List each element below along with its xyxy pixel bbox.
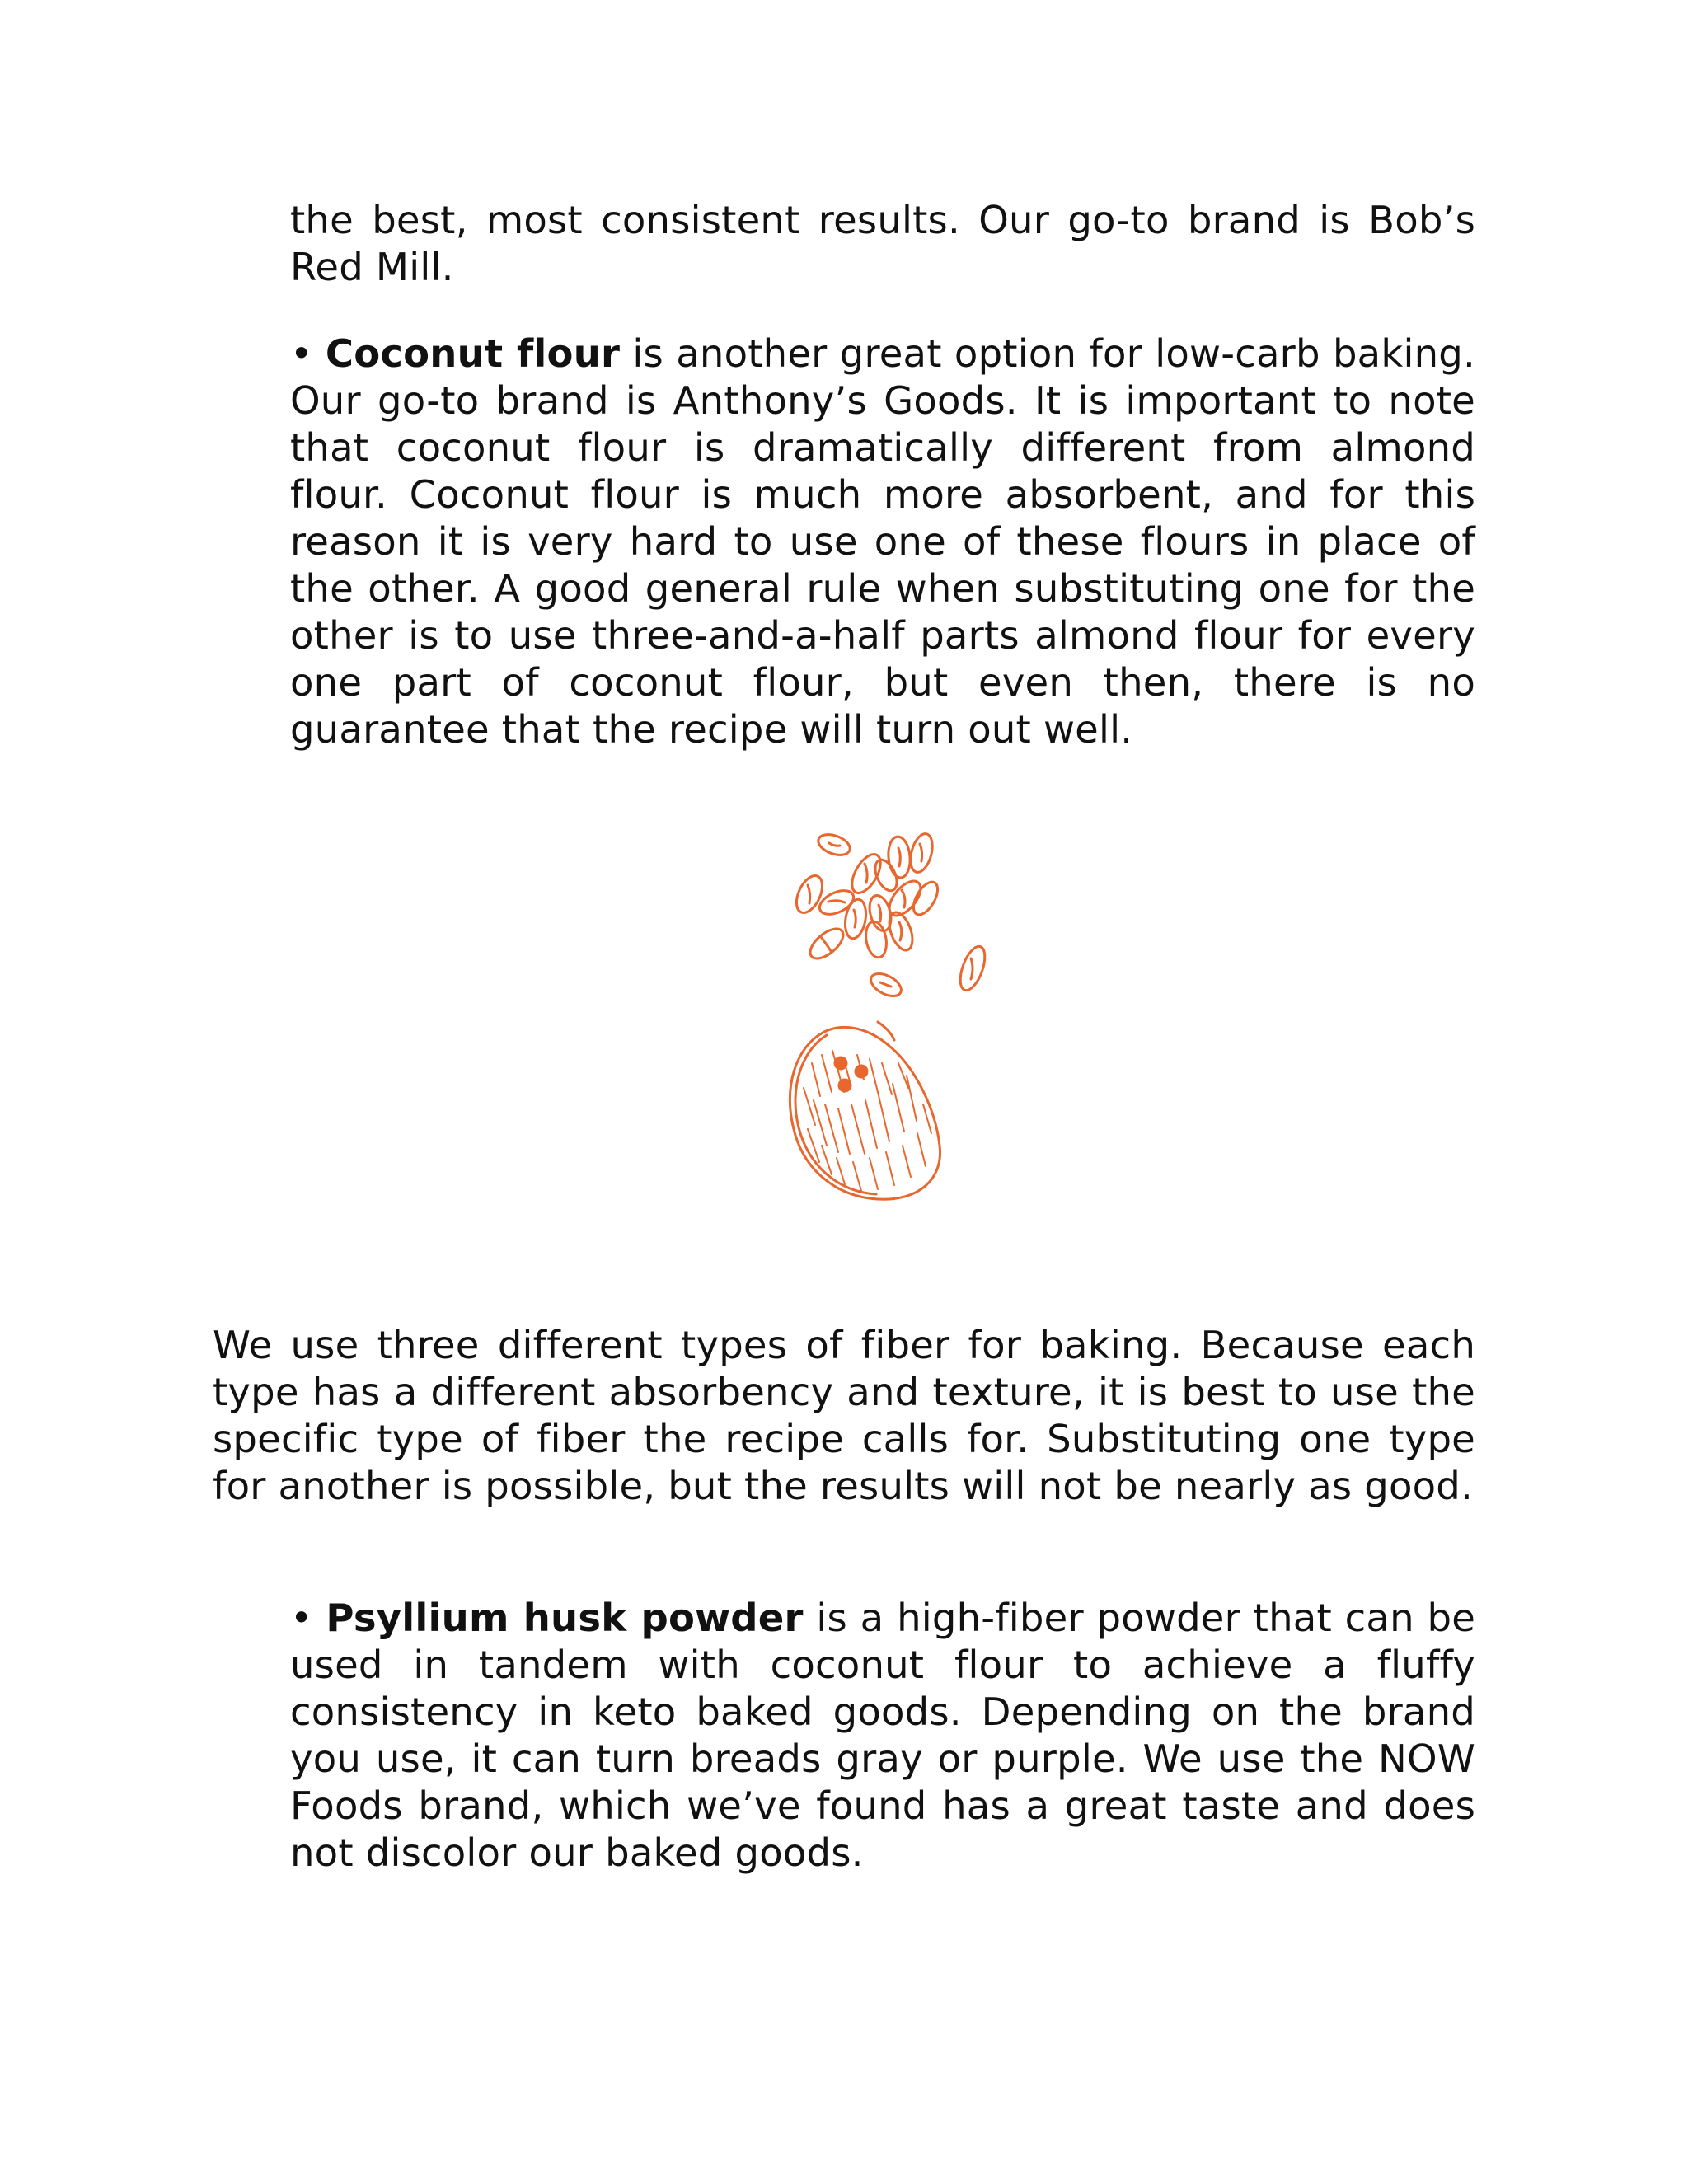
- term-coconut-flour: Coconut flour: [325, 331, 621, 376]
- paragraph-text: is a high-fiber powder that can be used in tandem with coconut flour to achieve a fluffy consistency in keto baked goods. Depending on the brand you use, it can turn breads gray or purple. We use the NOW Foods brand, which we’ve found has a great taste and does not discolor our baked goods.: [290, 1596, 1476, 1875]
- paragraph-text: We use three different types of fiber for baking. Because each type has a different absorbency and texture, it is best to use the specific type of fiber the recipe calls for. Substituting one type for another is possible, but the results will not be nearly as good.: [213, 1323, 1475, 1508]
- almond-slivers-icon: [791, 831, 990, 1001]
- paragraph-fiber-intro: [213, 1322, 1475, 1510]
- paragraph-text: is another great option for low-carb baking. Our go-to brand is Anthony’s Goods. It is important to note that coconut flour is dramatically different from almond flour. Coconut flour is much more absorbent, and for this reason it is very hard to use one of these flours in place of the other. A good general rule when substituting one for the other is to use three-and-a-half parts almond flour for every one part of coconut flour, but even then, there is no guarantee that the recipe will turn out well.: [290, 331, 1475, 752]
- paragraph-text: the best, most consistent results. Our go-to brand is Bob’s Red Mill.: [290, 198, 1475, 289]
- bullet-icon: •: [290, 1596, 313, 1640]
- bullet-icon: •: [290, 331, 313, 376]
- paragraph-psyllium-husk: [290, 1595, 1475, 1877]
- paragraph-almond-flour-continued: [290, 197, 1475, 291]
- term-psyllium-husk-powder: Psyllium husk powder: [326, 1596, 804, 1640]
- paragraph-coconut-flour: [290, 330, 1475, 753]
- coconut-icon: [790, 1022, 940, 1199]
- almond-slivers-and-coconut-illustration: [746, 816, 993, 1212]
